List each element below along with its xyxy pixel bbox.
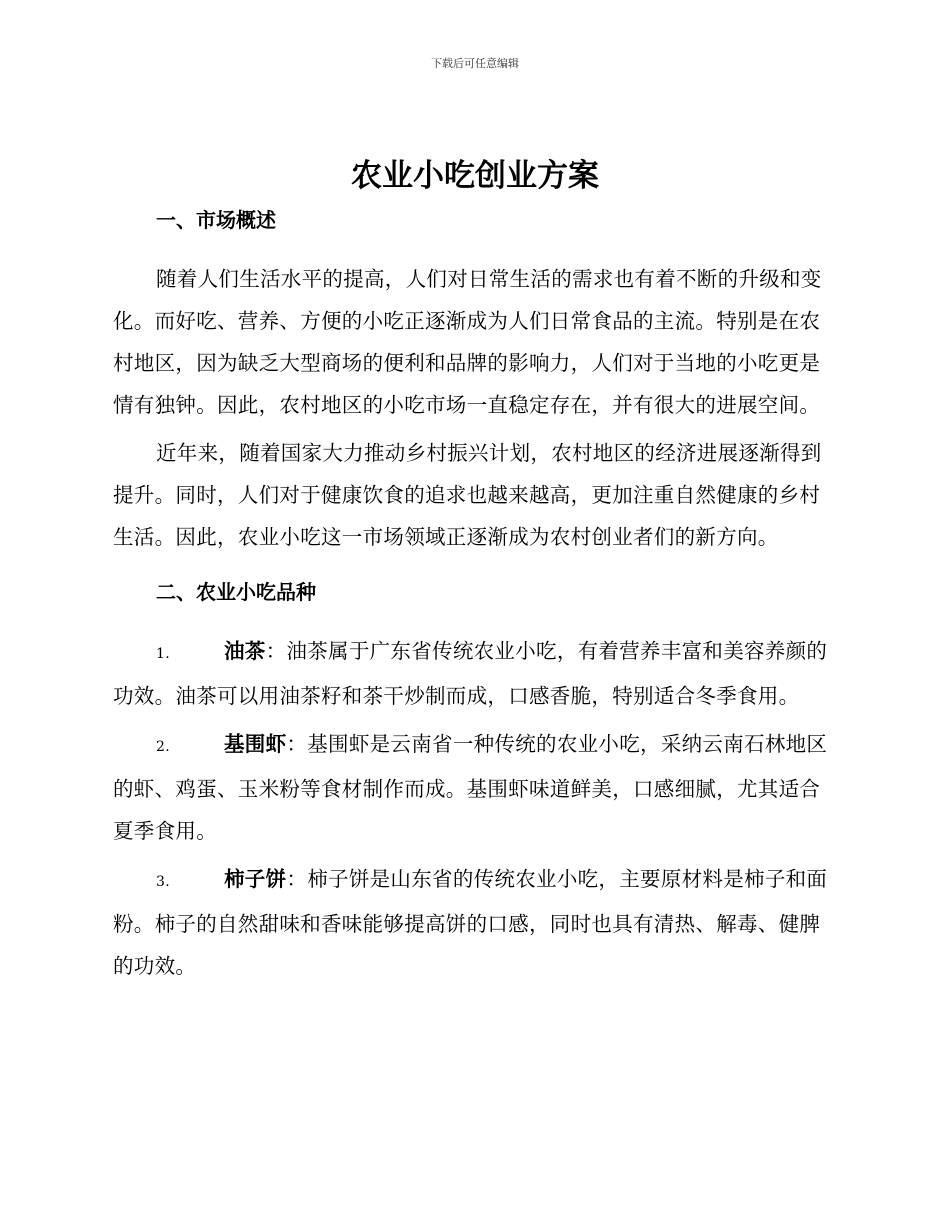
list-item-text: 柿子饼是山东省的传统农业小吃，主要原材料是柿子和面粉。柿子的自然甜味和香味能够提高饼的口感，同时也具有清热、解毒、健脾的功效。 bbox=[113, 867, 828, 978]
list-item-name: 基围虾 bbox=[224, 732, 287, 756]
document-title: 农业小吃创业方案 bbox=[351, 158, 599, 194]
list-item-separator: ： bbox=[286, 867, 308, 891]
list-item-separator: ： bbox=[286, 732, 308, 756]
list-item bbox=[113, 858, 833, 987]
paragraph: 随着人们生活水平的提高，人们对日常生活的需求也有着不断的升级和变化。而好吃、营养、方便的小吃正逐渐成为人们日常食品的主流。特别是在农村地区，因为缺乏大型商场的便利和品牌的影响力，人们对于当地的小吃更是情有独钟。因此，农村地区的小吃市场一直稳定存在，并有很大的进展空间。 bbox=[113, 267, 822, 417]
list-item-name: 油茶 bbox=[224, 639, 266, 663]
list-item-text: 基围虾是云南省一种传统的农业小吃，采纳云南石林地区的虾、鸡蛋、玉米粉等食材制作而成。基围虾味道鲜美，口感细腻，尤其适合夏季食用。 bbox=[113, 732, 828, 843]
paragraph: 近年来，随着国家大力推动乡村振兴计划，农村地区的经济进展逐渐得到提升。同时，人们对于健康饮食的追求也越来越高，更加注重自然健康的乡村生活。因此，农业小吃这一市场领域正逐渐成为农村创业者们的新方向。 bbox=[113, 441, 822, 549]
section-heading-market-overview: 一、市场概述 bbox=[156, 208, 276, 232]
list-item-number: 3. bbox=[156, 874, 170, 890]
list-item bbox=[113, 630, 833, 717]
list-item-name: 柿子饼 bbox=[224, 867, 287, 891]
list-item bbox=[113, 723, 833, 852]
document-body bbox=[113, 200, 833, 993]
list-item-number: 1. bbox=[156, 646, 170, 662]
list-item-number: 2. bbox=[156, 739, 170, 755]
section-heading-snack-varieties: 二、农业小吃品种 bbox=[156, 580, 316, 604]
page-header-note: 下载后可任意编辑 bbox=[431, 57, 519, 70]
list-item-text: 油茶属于广东省传统农业小吃，有着营养丰富和美容养颜的功效。油茶可以用油茶籽和茶干炒制而成，口感香脆，特别适合冬季食用。 bbox=[113, 639, 828, 708]
list-item-separator: ： bbox=[265, 639, 287, 663]
